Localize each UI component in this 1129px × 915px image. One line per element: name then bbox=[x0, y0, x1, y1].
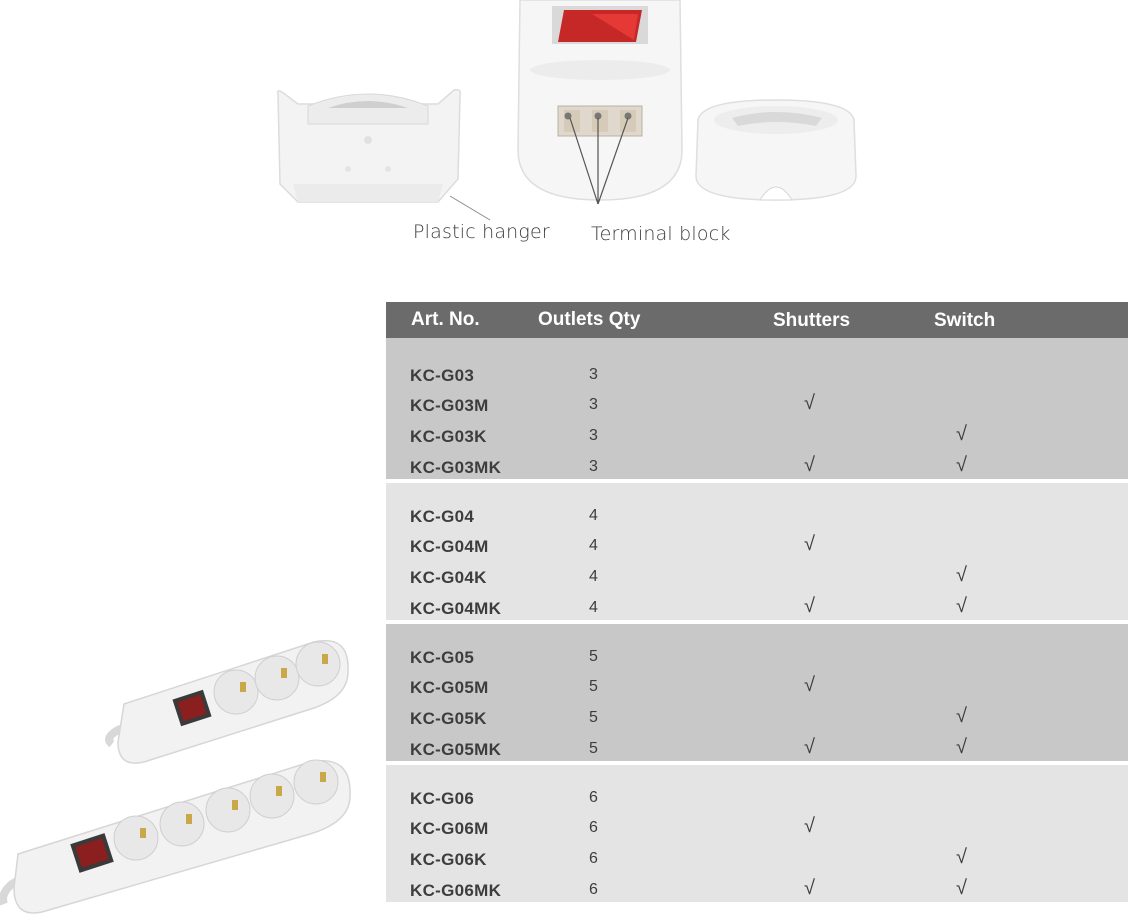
plastic-hanger-label: Plastic hanger bbox=[413, 221, 550, 243]
switch-check-icon: √ bbox=[956, 423, 967, 445]
switch-check-icon: √ bbox=[956, 454, 967, 476]
outlets-qty-cell: 5 bbox=[589, 740, 598, 757]
art-no-cell: KC-G03K bbox=[410, 427, 487, 446]
terminal-block-label: Terminal block bbox=[591, 223, 731, 245]
table-row bbox=[386, 533, 1128, 563]
art-no-cell: KC-G03MK bbox=[410, 458, 502, 477]
outlets-qty-cell: 3 bbox=[589, 366, 598, 383]
row-group bbox=[386, 620, 1128, 761]
switch-check-icon: √ bbox=[956, 595, 967, 617]
power-strip-3-outlet-image bbox=[104, 634, 354, 764]
art-no-cell: KC-G03 bbox=[410, 366, 475, 385]
outlets-qty-cell: 4 bbox=[589, 507, 598, 524]
outlets-qty-cell: 4 bbox=[589, 537, 598, 554]
header-art-no: Art. No. bbox=[411, 309, 480, 330]
row-group bbox=[386, 761, 1128, 902]
art-no-cell: KC-G05MK bbox=[410, 740, 502, 759]
shutters-check-icon: √ bbox=[804, 877, 815, 899]
art-no-cell: KC-G06 bbox=[410, 789, 475, 808]
outlets-qty-cell: 5 bbox=[589, 648, 598, 665]
table-row bbox=[386, 644, 1128, 674]
art-no-cell: KC-G04 bbox=[410, 507, 475, 526]
table-header bbox=[386, 302, 1128, 338]
shutters-check-icon: √ bbox=[804, 595, 815, 617]
switch-check-icon: √ bbox=[956, 846, 967, 868]
spec-table bbox=[386, 302, 1128, 902]
art-no-cell: KC-G03M bbox=[410, 396, 489, 415]
shutters-check-icon: √ bbox=[804, 815, 815, 837]
power-strip-5-outlet-image bbox=[0, 754, 356, 914]
shutters-check-icon: √ bbox=[804, 392, 815, 414]
art-no-cell: KC-G06M bbox=[410, 819, 489, 838]
table-row bbox=[386, 674, 1128, 704]
table-row bbox=[386, 705, 1128, 735]
table-row bbox=[386, 503, 1128, 533]
table-row bbox=[386, 815, 1128, 845]
outlets-qty-cell: 5 bbox=[589, 678, 598, 695]
table-row bbox=[386, 564, 1128, 594]
table-row bbox=[386, 877, 1128, 907]
header-shutters: Shutters bbox=[773, 310, 851, 331]
plastic-hanger-image bbox=[268, 84, 468, 209]
shutters-check-icon: √ bbox=[804, 674, 815, 696]
switch-check-icon: √ bbox=[956, 705, 967, 727]
shutters-check-icon: √ bbox=[804, 533, 815, 555]
switch-check-icon: √ bbox=[956, 564, 967, 586]
table-row bbox=[386, 785, 1128, 815]
outlets-qty-cell: 4 bbox=[589, 599, 598, 616]
outlets-qty-cell: 5 bbox=[589, 709, 598, 726]
art-no-cell: KC-G06K bbox=[410, 850, 487, 869]
end-cap-image bbox=[692, 96, 860, 204]
art-no-cell: KC-G05 bbox=[410, 648, 475, 667]
art-no-cell: KC-G04M bbox=[410, 537, 489, 556]
outlets-qty-cell: 3 bbox=[589, 427, 598, 444]
switch-check-icon: √ bbox=[956, 877, 967, 899]
art-no-cell: KC-G05K bbox=[410, 709, 487, 728]
switch-check-icon: √ bbox=[956, 736, 967, 758]
table-row bbox=[386, 392, 1128, 422]
outlets-qty-cell: 6 bbox=[589, 789, 598, 806]
outlets-qty-cell: 6 bbox=[589, 819, 598, 836]
art-no-cell: KC-G05M bbox=[410, 678, 489, 697]
terminal-block-image bbox=[512, 0, 688, 205]
shutters-check-icon: √ bbox=[804, 454, 815, 476]
table-row bbox=[386, 846, 1128, 876]
art-no-cell: KC-G06MK bbox=[410, 881, 502, 900]
table-row bbox=[386, 423, 1128, 453]
art-no-cell: KC-G04MK bbox=[410, 599, 502, 618]
outlets-qty-cell: 4 bbox=[589, 568, 598, 585]
outlets-qty-cell: 6 bbox=[589, 881, 598, 898]
header-outlets-qty: Outlets Qty bbox=[538, 309, 641, 330]
row-group bbox=[386, 479, 1128, 620]
outlets-qty-cell: 6 bbox=[589, 850, 598, 867]
shutters-check-icon: √ bbox=[804, 736, 815, 758]
art-no-cell: KC-G04K bbox=[410, 568, 487, 587]
header-switch: Switch bbox=[934, 310, 996, 331]
table-row bbox=[386, 362, 1128, 392]
row-group bbox=[386, 338, 1128, 479]
hanger-leader-line bbox=[448, 194, 498, 224]
outlets-qty-cell: 3 bbox=[589, 396, 598, 413]
outlets-qty-cell: 3 bbox=[589, 458, 598, 475]
